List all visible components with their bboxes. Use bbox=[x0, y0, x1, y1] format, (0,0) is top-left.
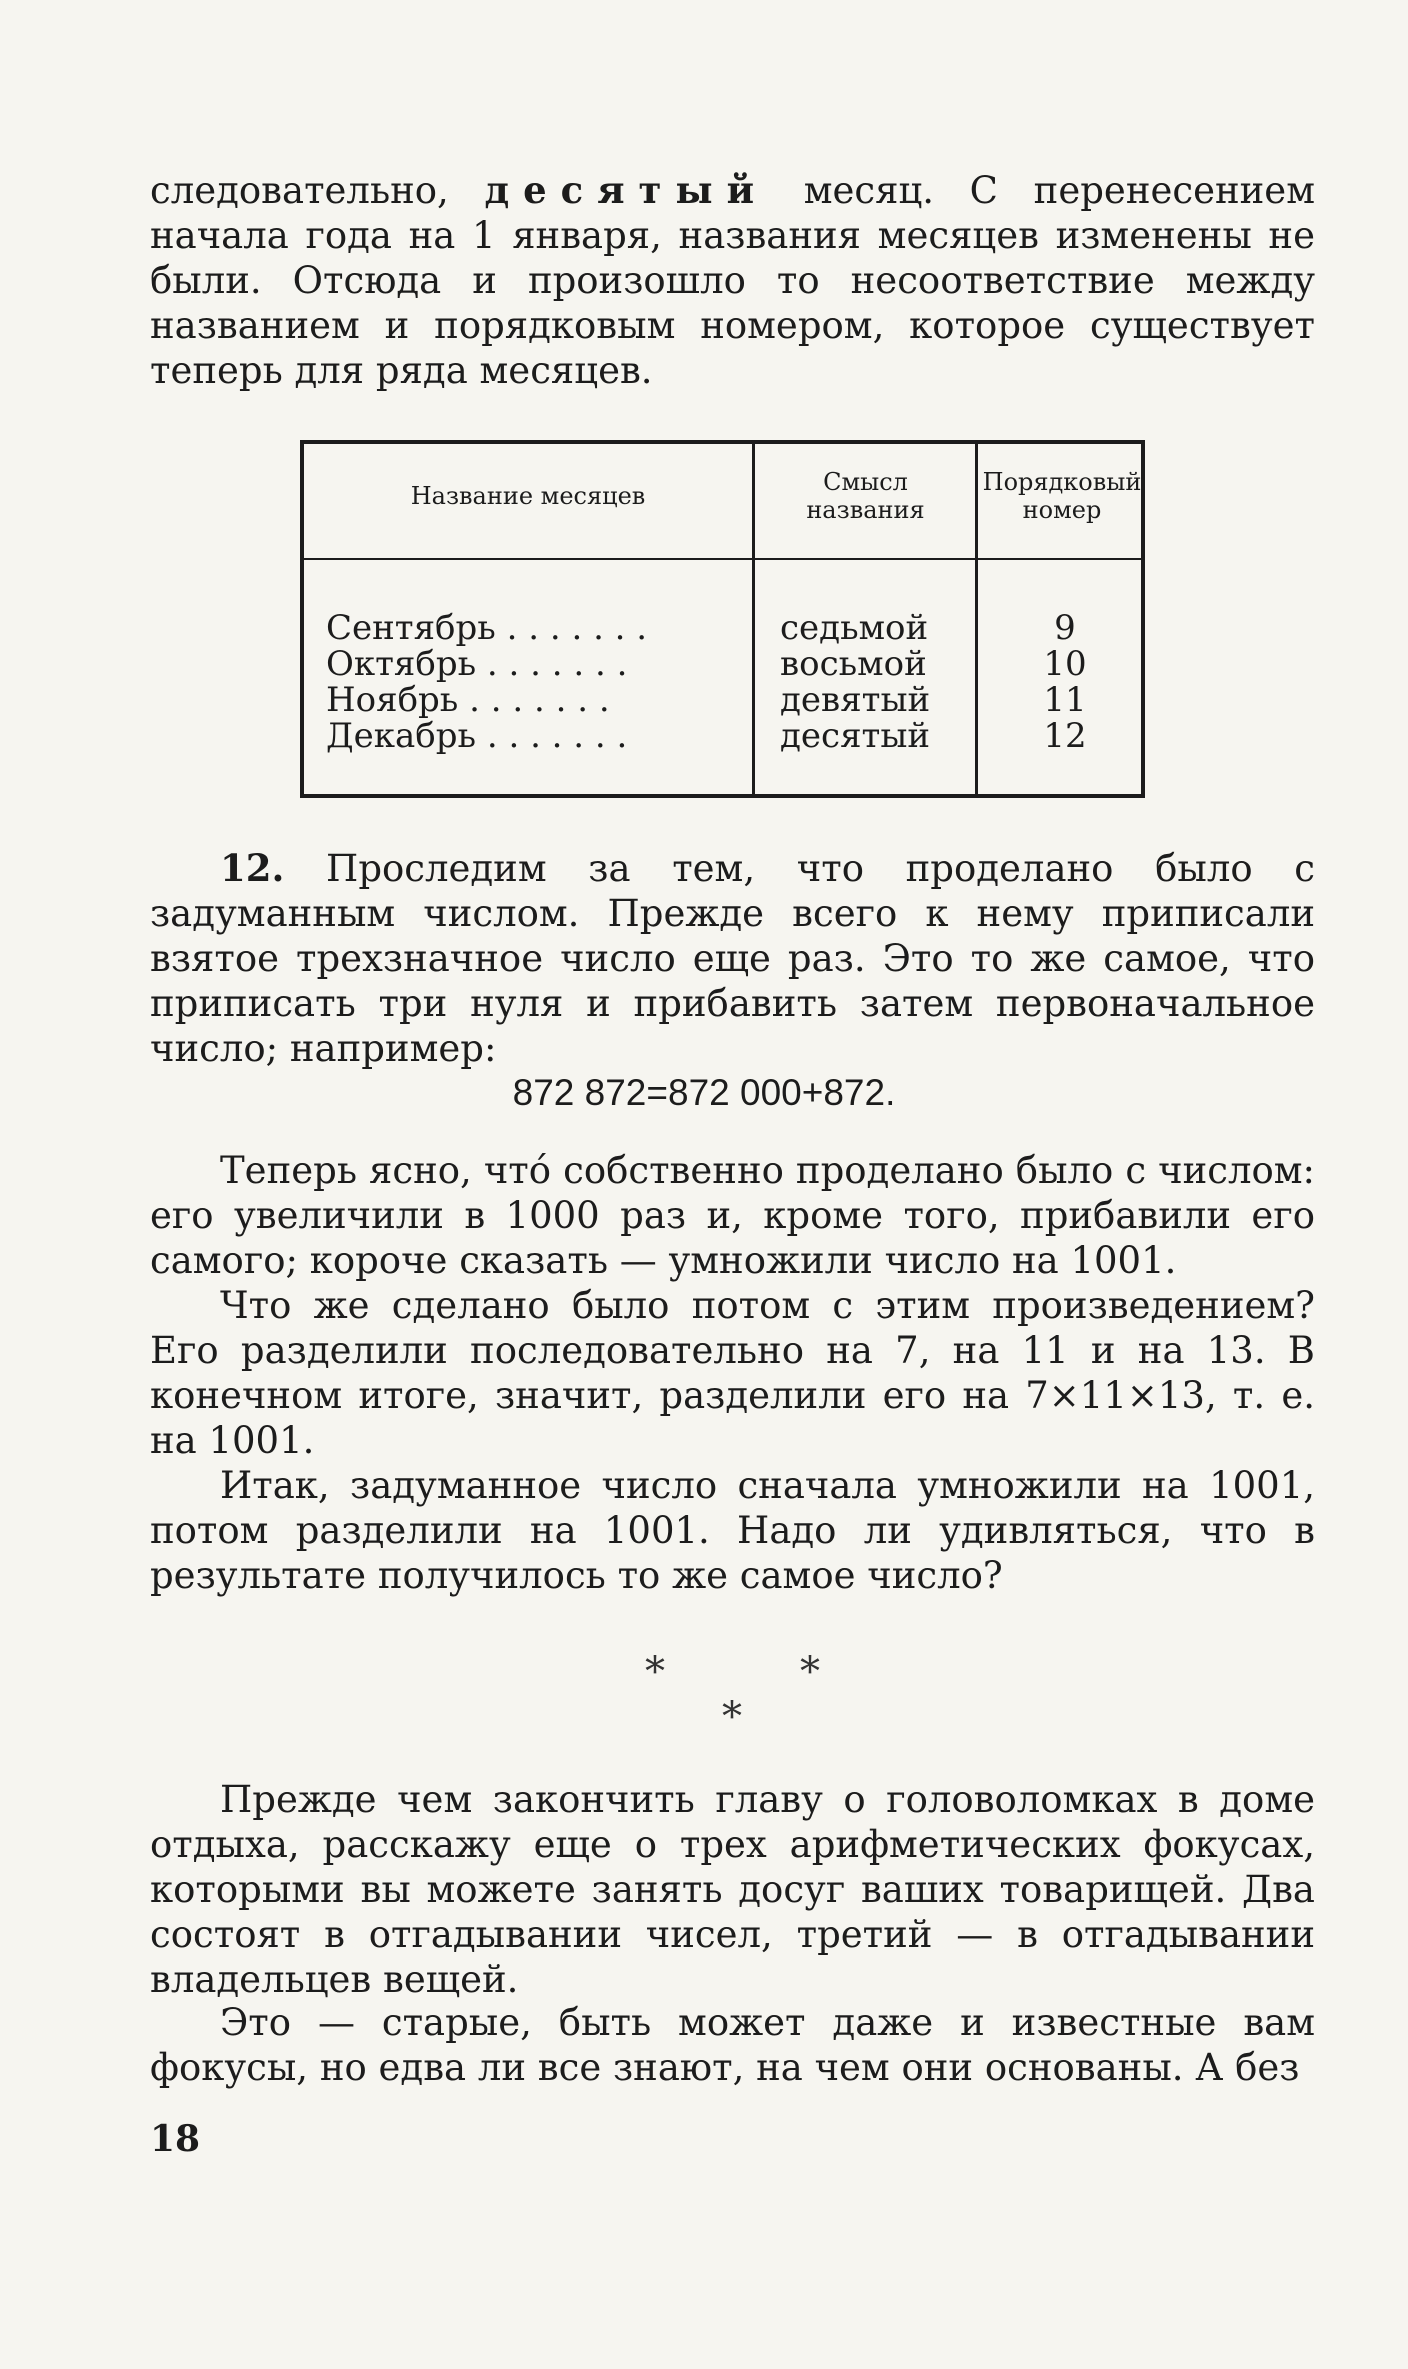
table-cell-number: 12 bbox=[1043, 716, 1087, 756]
problem-number: 12. bbox=[220, 846, 285, 890]
table-cell-month: Ноябрь . . . . . . . bbox=[326, 680, 610, 720]
table-cell-meaning: седьмой bbox=[780, 608, 929, 648]
table-column-divider bbox=[752, 440, 755, 798]
table-column-divider bbox=[975, 440, 978, 798]
paragraph-tricks-old: Это — старые, быть может даже и известные вам фокусы, но едва ли все знают, на чем они основаны. А без bbox=[150, 2001, 1315, 2089]
separator-star: * bbox=[645, 1649, 665, 1695]
table-header-number: Порядковый номер bbox=[982, 468, 1142, 524]
problem-text: Проследим за тем, что проделано было с задуманным числом. Прежде всего к нему приписали взятое трехзначное число еще раз. Это то же самое, что приписать три нуля и прибавить затем первоначальное число; например: bbox=[150, 847, 1315, 1070]
formula: 872 872=872 000+872. bbox=[512, 1072, 896, 1113]
paragraph-conclusion: Итак, задуманное число сначала умножили на 1001, потом разделили на 1001. Надо ли удивляться, что в результате получилось то же самое число? bbox=[150, 1464, 1315, 1597]
separator-star: * bbox=[722, 1694, 742, 1740]
table-cell-number: 10 bbox=[1043, 644, 1087, 684]
table-cell-meaning: восьмой bbox=[780, 644, 927, 684]
table-cell-number: 9 bbox=[1054, 608, 1076, 648]
table-cell-meaning: десятый bbox=[780, 716, 931, 756]
text-after-emphasis: месяц. С перенесением начала года на 1 января, названия месяцев изменены не были. Отсюда и произошло то несоответствие между названием и порядковым номером, которое существует теперь для ряда месяцев. bbox=[150, 169, 1315, 392]
paragraph-tricks-intro: Прежде чем закончить главу о головоломках в доме отдыха, расскажу еще о трех арифметических фокусах, которыми вы можете занять досуг ваших товарищей. Два состоят в отгадывании чисел, третий — в отгадывании владельцев вещей. bbox=[150, 1778, 1315, 2001]
text-before-emphasis: следовательно, bbox=[150, 169, 449, 212]
table-cell-number: 11 bbox=[1043, 680, 1087, 720]
paragraph-problem-12 bbox=[150, 846, 1315, 1071]
paragraph-explanation: Теперь ясно, чтó собственно проделано было с числом: его увеличили в 1000 раз и, кроме того, прибавили его самого; короче сказать — умножили число на 1001. bbox=[150, 1149, 1315, 1282]
table-cell-meaning: девятый bbox=[780, 680, 931, 720]
separator-star: * bbox=[800, 1649, 820, 1695]
page-number: 18 bbox=[150, 2118, 201, 2160]
table-header-month: Название месяцев bbox=[410, 482, 646, 510]
table-cell-month: Сентябрь . . . . . . . bbox=[326, 608, 648, 648]
emphasized-word: десятый bbox=[484, 168, 769, 212]
table-bottom-rule bbox=[300, 794, 1145, 798]
table-cell-month: Октябрь . . . . . . . bbox=[326, 644, 628, 684]
table-cell-month: Декабрь . . . . . . . bbox=[326, 716, 628, 756]
paragraph-division: Что же сделано было потом с этим произведением? Его разделили последовательно на 7, на 11 и на 13. В конечном итоге, значит, разделили его на 7×11×13, т. е. на 1001. bbox=[150, 1284, 1315, 1462]
table-header-meaning: Смысл названия bbox=[806, 468, 925, 524]
months-table bbox=[300, 440, 1145, 798]
table-header-rule bbox=[300, 558, 1145, 560]
paragraph-calendar-origin bbox=[150, 168, 1315, 393]
table-top-rule bbox=[300, 440, 1145, 444]
